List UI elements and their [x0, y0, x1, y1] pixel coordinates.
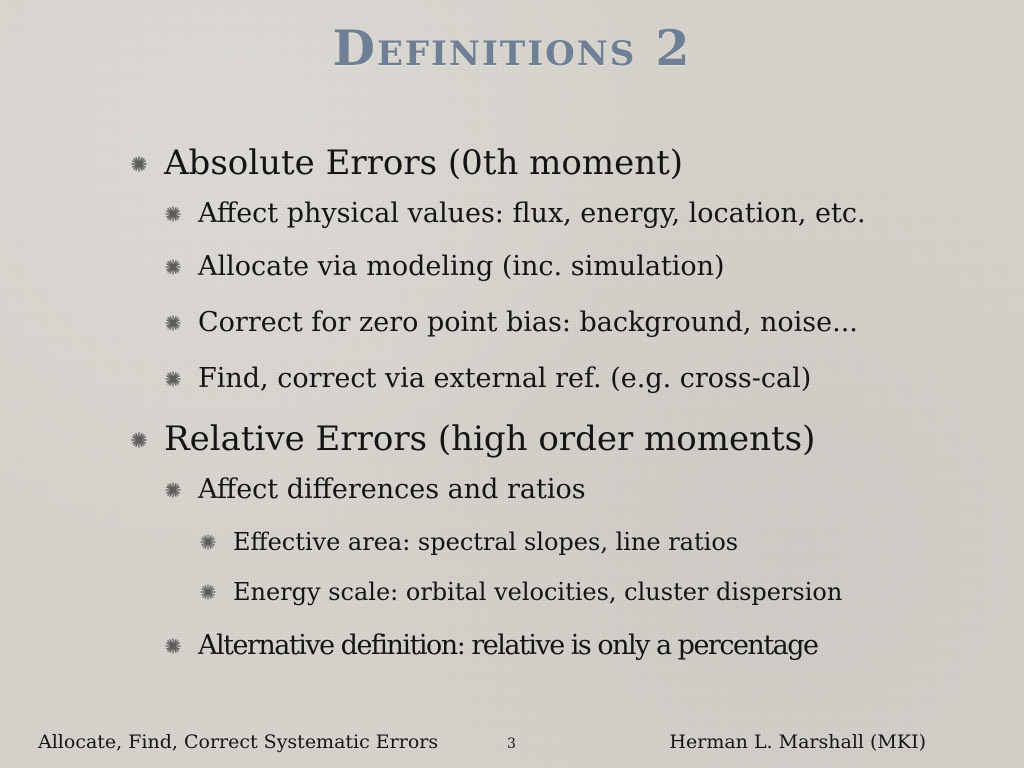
bullet-energy-scale [199, 579, 842, 605]
bullet-affect-differences-ratios [164, 475, 586, 505]
bullet-affect-physical-values [164, 199, 866, 229]
sparkle-bullet-icon [199, 583, 217, 601]
bullet-text: Find, correct via external ref. (e.g. cross-cal) [198, 363, 812, 394]
sparkle-bullet-icon [164, 314, 182, 332]
slide-title: Definitions 2 [332, 19, 692, 77]
bullet-text: Allocate via modeling (inc. simulation) [198, 251, 725, 282]
bullet-text: Absolute Errors (0th moment) [164, 143, 684, 183]
sparkle-bullet-icon [164, 481, 182, 499]
sparkle-bullet-icon [164, 370, 182, 388]
footer-left-text: Allocate, Find, Correct Systematic Errors [38, 731, 439, 753]
bullet-allocate-via-modeling [164, 252, 725, 282]
bullet-relative-errors [130, 421, 815, 458]
bullet-effective-area [199, 529, 738, 555]
page-number: 3 [507, 736, 516, 752]
sparkle-bullet-icon [164, 205, 182, 223]
bullet-text: Correct for zero point bias: background, noise... [198, 307, 858, 338]
bullet-correct-zero-point-bias [164, 308, 858, 338]
bullet-text: Effective area: spectral slopes, line ratios [233, 528, 739, 556]
bullet-text: Relative Errors (high order moments) [164, 419, 816, 459]
bullet-absolute-errors [130, 145, 683, 182]
sparkle-bullet-icon [130, 431, 148, 449]
bullet-find-correct-external-ref [164, 364, 811, 394]
bullet-text: Alternative definition: relative is only a percentage [198, 630, 818, 661]
sparkle-bullet-icon [164, 258, 182, 276]
sparkle-bullet-icon [199, 533, 217, 551]
footer-right-text: Herman L. Marshall (MKI) [669, 731, 926, 753]
bullet-text: Energy scale: orbital velocities, cluster dispersion [233, 578, 843, 606]
sparkle-bullet-icon [164, 637, 182, 655]
bullet-text: Affect differences and ratios [198, 474, 586, 505]
sparkle-bullet-icon [130, 155, 148, 173]
bullet-text: Affect physical values: flux, energy, location, etc. [198, 198, 866, 229]
bullet-alternative-definition [164, 631, 818, 661]
